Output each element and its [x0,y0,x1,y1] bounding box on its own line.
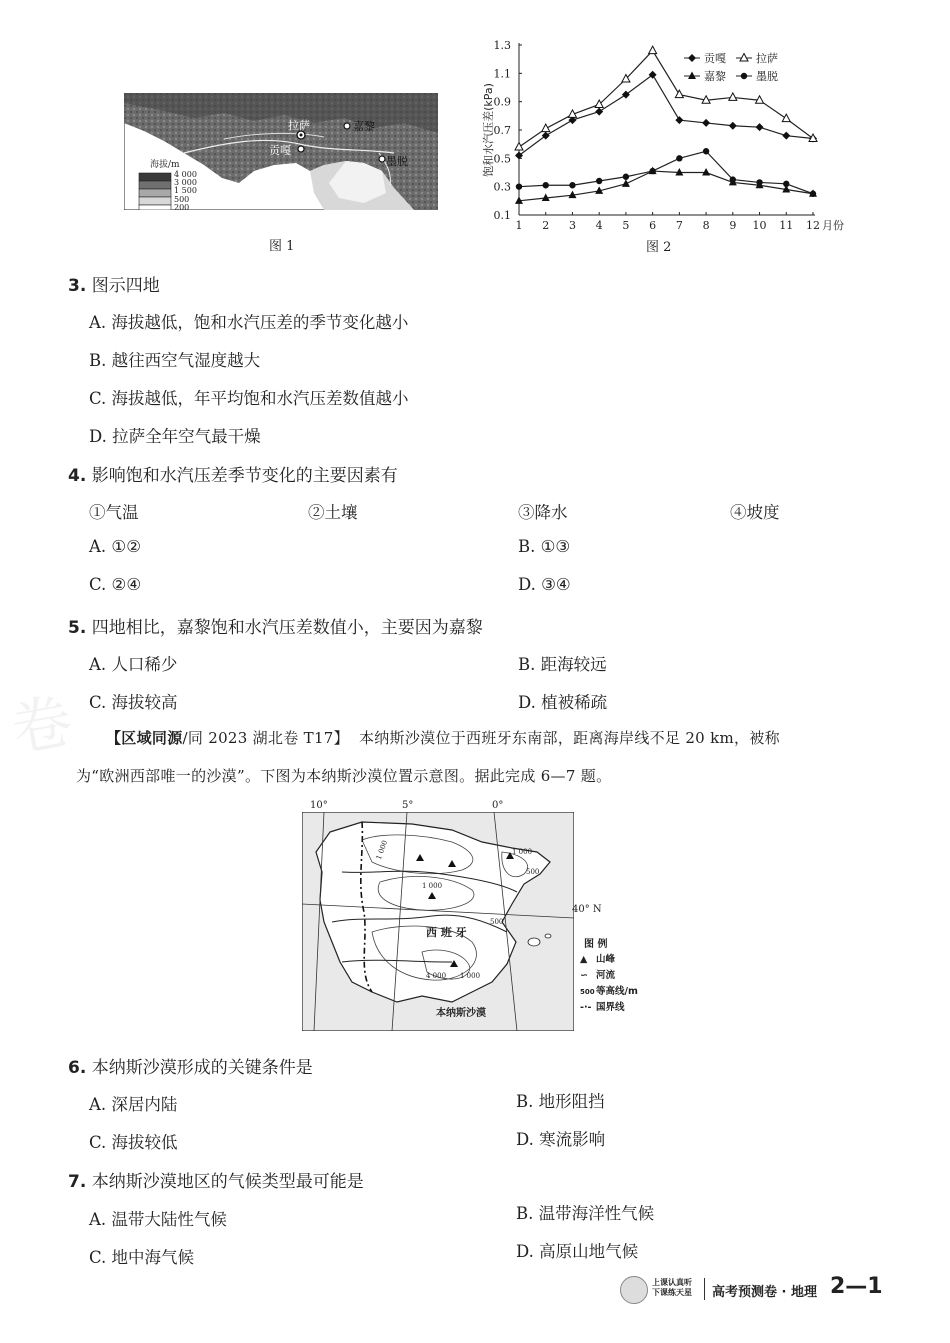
data-point-拉萨 [782,114,790,122]
q6-option-b[interactable]: B. 地形阻挡 [516,1092,605,1111]
desert-label: 本纳斯沙漠 [436,1008,486,1019]
figure-1 [124,93,438,210]
legend-label-墨脱: 墨脱 [756,70,778,83]
data-point-贡嘎 [729,122,737,130]
q4-factor-1: ①气温 [89,503,139,522]
figure-2-chart [470,35,850,235]
y-tick-label: 0.3 [493,180,511,194]
figure-1-caption: 图 1 [269,239,295,254]
data-point-贡嘎 [702,119,710,127]
chart-svg [470,35,850,235]
jiali-marker [344,123,350,129]
watermark: 卷 [6,686,78,766]
legend-marker-拉萨 [740,54,748,62]
y-tick-label: 1.3 [493,39,511,52]
legend-marker-贡嘎 [688,54,696,62]
q7-option-d[interactable]: D. 高原山地气候 [516,1242,639,1261]
q6-option-d[interactable]: D. 寒流影响 [516,1130,606,1149]
series-line-拉萨 [519,51,813,147]
contour-label: 1 000 [374,839,390,861]
label-gongga: 贡嘎 [269,144,291,157]
lat-label-40n: 40° N [572,904,602,915]
q3-option-a[interactable]: A. 海拔越低，饱和水汽压差的季节变化越小 [89,313,409,332]
contour-label: 500 [490,918,504,926]
data-point-贡嘎 [595,108,603,116]
data-point-墨脱 [543,182,549,188]
q7-option-b[interactable]: B. 温带海洋性气候 [516,1204,655,1223]
y-tick-label: 1.1 [493,67,511,81]
q6-option-c[interactable]: C. 海拔较低 [89,1133,178,1152]
y-tick-label: 0.7 [493,124,511,137]
legend-label-拉萨: 拉萨 [756,52,778,65]
q6-stem: 6. 本纳斯沙漠形成的关键条件是 [68,1058,313,1078]
x-tick-label: 8 [702,219,710,232]
data-point-墨脱 [649,168,655,174]
legend-peak: ▲ 山峰 [580,952,660,968]
lon-label-0: 0° [492,800,504,811]
legend-marker-墨脱 [741,73,747,79]
x-tick-label: 5 [622,219,630,232]
country-label: 西 班 牙 [426,926,467,939]
q4-factor-4: ④坡度 [730,503,780,522]
q5-option-a[interactable]: A. 人口稀少 [89,655,178,674]
data-point-拉萨 [649,46,657,53]
y-tick-label: 0.9 [493,95,511,109]
y-axis-label: 饱和水汽压差(kPa) [482,83,495,177]
spain-map-svg [302,812,574,1031]
data-point-嘉黎 [702,168,710,176]
legend-label-贡嘎: 贡嘎 [704,52,726,65]
x-tick-label: 12 [806,219,820,232]
figure-2-caption: 图 2 [646,240,672,255]
q7-option-c[interactable]: C. 地中海气候 [89,1248,195,1267]
data-point-墨脱 [730,176,736,182]
map-legend-title: 图 例 [584,939,608,950]
data-point-贡嘎 [782,132,790,140]
data-point-拉萨 [515,143,523,151]
contour-label: 4 000 [426,972,447,980]
q3-option-d[interactable]: D. 拉萨全年空气最干燥 [89,427,261,446]
contour-label: 500 [526,868,540,876]
series-line-贡嘎 [519,75,813,156]
data-point-墨脱 [810,191,816,197]
data-point-墨脱 [623,174,629,180]
q5-option-c[interactable]: C. 海拔较高 [89,693,178,712]
data-point-贡嘎 [675,116,683,124]
data-point-嘉黎 [675,168,683,176]
border-icon: -·- [580,1002,592,1013]
data-point-墨脱 [516,183,522,189]
data-point-拉萨 [675,90,683,98]
x-tick-label: 3 [568,219,576,232]
q4-factor-3: ③降水 [518,503,568,522]
legend-label-嘉黎: 嘉黎 [704,70,726,83]
x-tick-label: 11 [779,219,794,232]
q7-option-a[interactable]: A. 温带大陆性气候 [89,1210,227,1229]
x-tick-label: 4 [595,219,603,232]
legend-contour: 500等高线/m [580,986,638,997]
q5-option-b[interactable]: B. 距海较远 [518,655,607,674]
series-line-墨脱 [519,151,813,194]
label-jiali: 嘉黎 [353,120,375,133]
river-icon: ∽ [580,970,588,981]
contour-label: 1 000 [512,848,533,856]
peak-icon: ▲ [580,954,588,965]
x-tick-label: 6 [649,219,657,232]
q3-option-c[interactable]: C. 海拔越低，年平均饱和水汽压差数值越小 [89,389,409,408]
q4-stem: 4. 影响饱和水汽压差季节变化的主要因素有 [68,466,398,486]
label-motuo: 墨脱 [386,155,408,168]
data-point-墨脱 [756,179,762,185]
data-point-墨脱 [783,181,789,187]
x-tick-label: 7 [675,219,683,232]
data-point-墨脱 [596,178,602,184]
q4-option-c[interactable]: C. ②④ [89,575,142,594]
label-lhasa: 拉萨 [288,119,310,132]
data-point-墨脱 [703,148,709,154]
q5-option-d[interactable]: D. 植被稀疏 [518,693,608,712]
lon-label-5: 5° [402,800,414,811]
q4-option-a[interactable]: A. ①② [89,537,141,556]
legend-river: ∽ 河流 [580,968,660,984]
footer-divider [704,1278,705,1300]
y-tick-label: 0.1 [493,209,511,222]
contour-label: 1 000 [460,972,481,980]
q4-option-b[interactable]: B. ①③ [518,537,571,556]
data-point-墨脱 [676,155,682,161]
gongga-marker [298,146,304,152]
y-tick-label: 0.5 [493,152,511,166]
footer-series: 高考预测卷 · 地理 [712,1285,817,1300]
fig1-legend-levels: 4 000 3 000 1 500 500 200 [174,170,197,212]
fig1-legend-title: 海拔/m [150,160,180,170]
footer-slogan: 上课认真听 下课练天星 [652,1278,692,1297]
x-axis-label: 月份 [822,219,844,232]
q7-stem: 7. 本纳斯沙漠地区的气候类型最可能是 [68,1172,364,1192]
legend-marker-嘉黎 [688,72,696,80]
series-line-嘉黎 [519,171,813,201]
passage-line-1: 【区域同源/同 2023 湖北卷 T17】 本纳斯沙漠位于西班牙东南部，距离海岸线不足 20 km，被称 [106,729,780,747]
data-point-拉萨 [542,124,550,132]
page-number: 2—1 [830,1274,883,1299]
x-tick-label: 1 [515,219,523,232]
q3-option-b[interactable]: B. 越往西空气湿度越大 [89,351,261,370]
map-legend [580,952,660,1016]
footer [620,1272,883,1308]
contour-label: 1 000 [422,882,443,890]
logo-icon [620,1276,648,1304]
x-tick-label: 10 [752,219,767,232]
data-point-贡嘎 [756,123,764,131]
passage-line-2: 为“欧洲西部唯一的沙漠”。下图为本纳斯沙漠位置示意图。据此完成 6—7 题。 [76,767,612,785]
q3-stem: 3. 图示四地 [68,276,160,296]
q4-factor-2: ②土壤 [308,503,358,522]
data-point-墨脱 [569,182,575,188]
legend-border: -·- 国界线 [580,1000,660,1016]
q5-stem: 5. 四地相比，嘉黎饱和水汽压差数值小，主要因为嘉黎 [68,618,483,638]
data-point-拉萨 [729,93,737,100]
x-tick-label: 2 [542,219,550,232]
x-tick-label: 9 [729,219,737,232]
q6-option-a[interactable]: A. 深居内陆 [89,1095,178,1114]
lon-label-10: 10° [310,800,328,811]
q4-option-d[interactable]: D. ③④ [518,575,571,594]
motuo-marker [379,156,385,162]
